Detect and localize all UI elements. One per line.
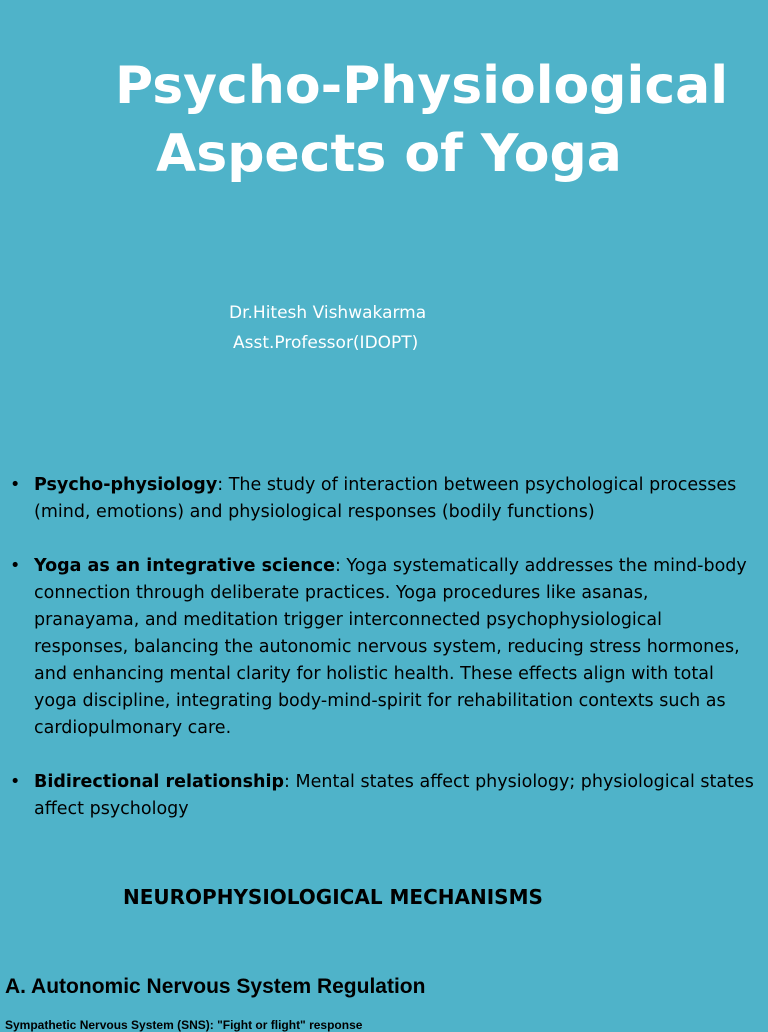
bullet-term: Bidirectional relationship — [34, 772, 285, 792]
cutoff-text: Sympathetic Nervous System (SNS): "Fight or flight" response — [5, 1018, 363, 1032]
bullet-item — [0, 553, 768, 742]
bullet-icon: • — [10, 475, 21, 495]
title-line-1: Psycho-Physiological — [115, 56, 729, 116]
document-title — [0, 52, 768, 188]
bullet-icon: • — [10, 556, 21, 576]
bullet-term: Yoga as an integrative science — [34, 556, 335, 576]
bullet-term: Psycho-physiology — [34, 475, 218, 495]
bullet-text: : Mental states affect physiology; physiological states affect psychology — [34, 772, 754, 819]
bullet-text: : Yoga systematically addresses the mind-body connection through deliberate practices. Yoga procedures like asanas, pranayama, and meditation trigger interconnected psychophysiological responses, balancing the autonomic nervous system, reducing stress hormones, and enhancing mental clarity for holistic health. These effects align with total yoga discipline, integrating body-mind-spirit for rehabilitation contexts such as cardiopulmonary care. — [34, 556, 747, 738]
author-role: Asst.Professor(IDOPT) — [233, 333, 419, 353]
bullet-item — [0, 769, 768, 823]
bullet-list — [0, 472, 768, 850]
bullet-text: : The study of interaction between psychological processes (mind, emotions) and physiological responses (bodily functions) — [34, 475, 737, 522]
author-block — [0, 298, 768, 358]
section-heading: NEUROPHYSIOLOGICAL MECHANISMS — [123, 885, 543, 909]
bullet-icon: • — [10, 772, 21, 792]
title-line-2: Aspects of Yoga — [156, 124, 622, 184]
bullet-item — [0, 472, 768, 526]
author-name: Dr.Hitesh Vishwakarma — [229, 303, 427, 323]
subsection-heading: A. Autonomic Nervous System Regulation — [5, 975, 426, 998]
